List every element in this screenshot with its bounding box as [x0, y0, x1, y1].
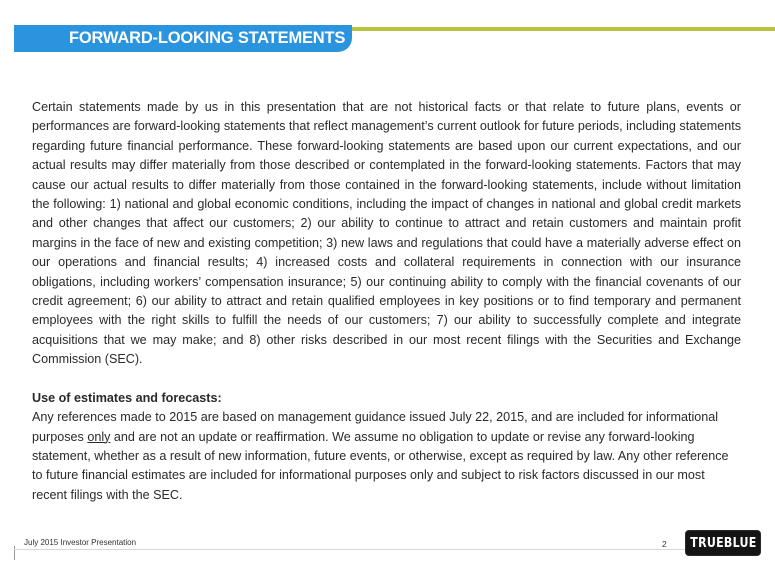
page-number: 2	[662, 539, 667, 549]
footer-divider	[14, 549, 754, 550]
estimates-paragraph	[32, 408, 741, 505]
footer-presentation-label: July 2015 Investor Presentation	[24, 538, 137, 547]
title-bar	[14, 25, 352, 52]
estimates-text-end: and are not an update or reaffirmation. We assume no obligation to update or revise any forward-looking statement, whether as a result of new information, future events, or otherwise, except as required by law. Any other reference to future financial estimates are included for informational purposes only and subject to risk factors discussed in our most recent filings with the SEC.	[32, 429, 729, 502]
estimates-underlined-word: only	[87, 429, 111, 444]
accent-line	[352, 27, 775, 31]
content-area	[32, 98, 741, 505]
estimates-text-start: Any references made to 2015 are based on management guidance issued July 22, 2015, and are included for informational purposes	[32, 410, 719, 444]
logo-text: TRUEBLUE	[689, 535, 757, 551]
trueblue-logo	[686, 531, 760, 555]
forward-looking-paragraph: Certain statements made by us in this presentation that are not historical facts or that relate to future plans, events or performances are forward-looking statements that reflect management’s current outlook for future periods, including statements regarding future financial performance. These forward-looking statements are based upon our current expectations, and our actual results may differ materially from those described or contemplated in the forward-looking statements. Factors that may cause our actual results to differ materially from those contained in the forward-looking statements, include without limitation the following: 1) national and global economic conditions, including the impact of changes in national and global credit markets and other changes that affect our customers; 2) our ability to continue to attract and retain customers and maintain profit margins in the face of new and existing competition; 3) new laws and regulations that could have a materially adverse effect on our operations and financial results; 4) increased costs and collateral requirements in connection with our insurance obligations, including workers’ compensation insurance; 5) our continuing ability to comply with the financial covenants of our credit agreement; 6) our ability to attract and retain qualified employees in key positions or to find temporary and permanent employees with the right skills to fulfill the needs of our customers; 7) our ability to successfully complete and integrate acquisitions that we may make; and 8) other risks described in our most recent filings with the Securities and Exchange Commission (SEC).	[32, 100, 741, 367]
page-title: FORWARD-LOOKING STATEMENTS	[69, 29, 346, 47]
estimates-heading: Use of estimates and forecasts:	[32, 390, 222, 405]
